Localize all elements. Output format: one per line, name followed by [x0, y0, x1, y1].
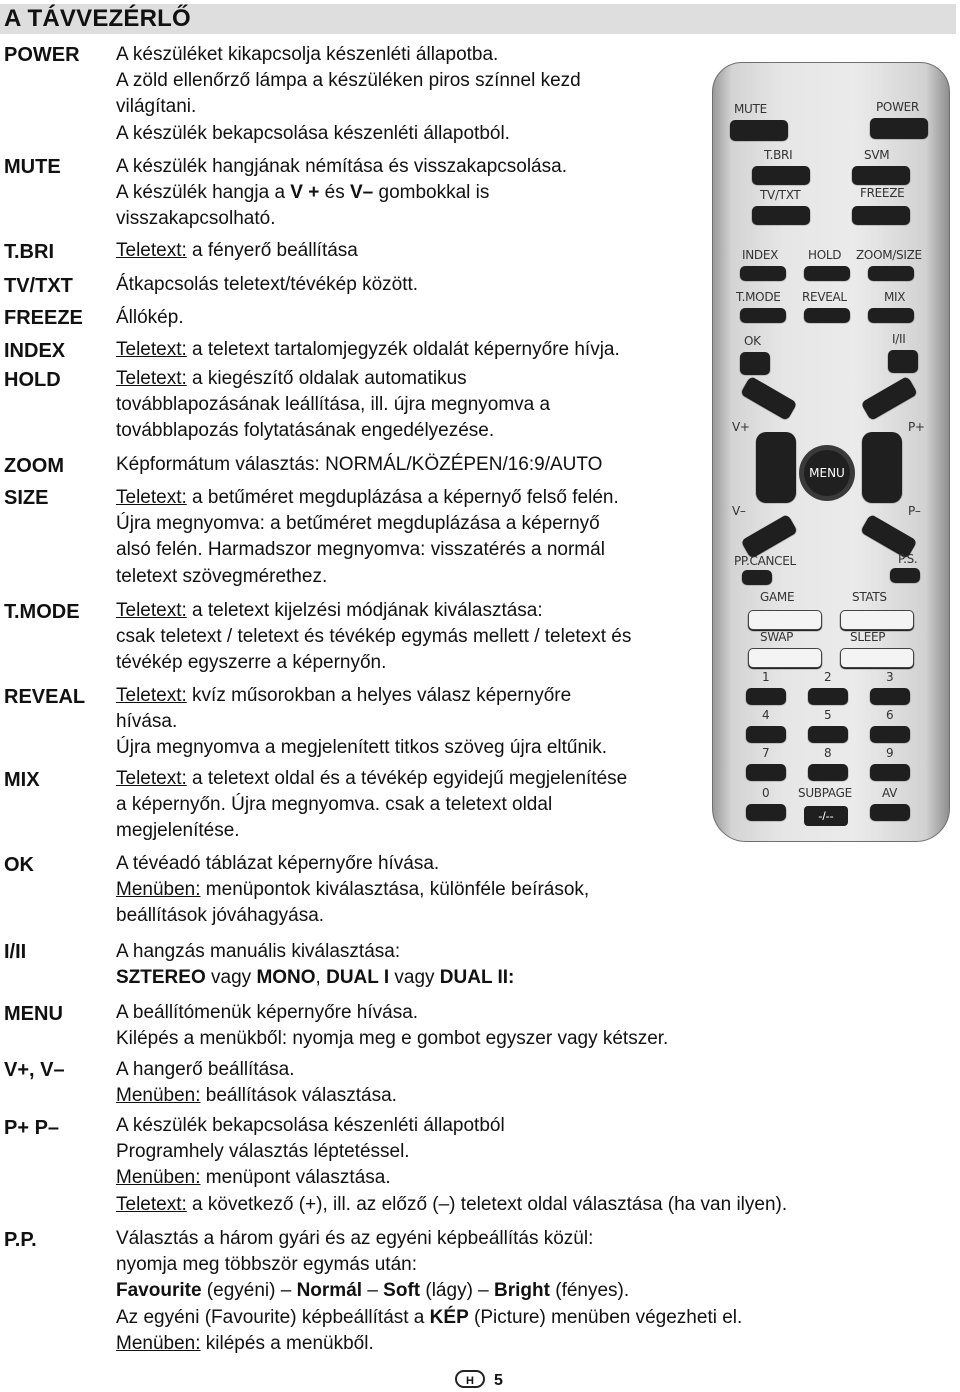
remote-label-reveal: REVEAL — [802, 290, 847, 304]
desc-line: A készüléket kikapcsolja készenléti állapotba. — [116, 44, 499, 65]
term-index: INDEX — [4, 340, 66, 362]
remote-freeze-button — [852, 206, 910, 224]
desc-line: Teletext: a teletext tartalomjegyzék oldalát képernyőre hívja. — [116, 339, 620, 360]
desc-line: hívása. — [116, 711, 178, 733]
desc-line: A készülék hangjának némítása és visszakapcsolása. — [116, 156, 567, 177]
remote-control-image — [712, 62, 950, 842]
desc-index — [116, 337, 620, 363]
desc-line: csak teletext / teletext és tévékép egymás mellett / teletext és — [116, 626, 632, 648]
remote-label-mix: MIX — [884, 290, 906, 304]
remote-digit-button — [746, 688, 786, 704]
remote-label-game: GAME — [760, 590, 795, 604]
remote-hold-button — [804, 266, 850, 280]
desc-tbri — [116, 238, 358, 264]
remote-swap-button — [748, 648, 822, 668]
desc-line: Kilépés a menükből: nyomja meg e gombot egyszer vagy kétszer. — [116, 1028, 669, 1050]
remote-menu-button: MENU — [804, 450, 850, 496]
remote-label-ps: P.S. — [898, 552, 918, 566]
desc-line: tévékép egyszerre a képernyőn. — [116, 652, 387, 674]
desc-line: Újra megnyomva a megjelenített titkos szöveg újra eltűnik. — [116, 737, 608, 759]
remote-ok-button — [740, 352, 770, 374]
desc-size — [116, 485, 619, 590]
desc-line: Újra megnyomva: a betűméret megduplázása a képernyő — [116, 513, 600, 535]
term-mix: MIX — [4, 769, 40, 791]
remote-label-d8: 8 — [824, 746, 832, 760]
desc-tmode — [116, 598, 631, 677]
remote-tvtxt-button — [752, 206, 810, 224]
remote-index-button — [740, 266, 786, 280]
remote-tbri-button — [752, 166, 810, 184]
remote-label-i-ii: I/II — [892, 332, 906, 346]
term-power: POWER — [4, 44, 80, 66]
desc-ok — [116, 851, 589, 930]
desc-power — [116, 42, 581, 147]
remote-digit-button — [870, 764, 910, 780]
remote-label-pminus: P– — [908, 504, 921, 518]
remote-av-button — [870, 804, 910, 820]
desc-line: Menüben: menüpont választása. — [116, 1167, 391, 1189]
page-title: A TÁVVEZÉRLŐ — [4, 5, 191, 32]
desc-line: A tévéadó táblázat képernyőre hívása. — [116, 853, 440, 874]
desc-line: Teletext: a kiegészítő oldalak automatikus — [116, 368, 467, 389]
remote-vplus-arm — [756, 432, 796, 502]
remote-label-d7: 7 — [762, 746, 770, 760]
remote-mix-button — [868, 308, 914, 322]
remote-plusminus-button: -/-- — [804, 806, 848, 826]
desc-line: visszakapcsolható. — [116, 208, 276, 230]
desc-line: Teletext: a teletext oldal és a tévékép egyidejű megjelenítése — [116, 768, 628, 789]
remote-label-sleep: SLEEP — [850, 630, 886, 644]
term-program: P+ P– — [4, 1117, 60, 1139]
term-ok: OK — [4, 854, 34, 876]
desc-line: Választás a három gyári és az egyéni képbeállítás közül: — [116, 1228, 594, 1249]
remote-label-ok: OK — [744, 334, 761, 348]
term-tbri: T.BRI — [4, 241, 54, 263]
term-mute: MUTE — [4, 156, 61, 178]
remote-reveal-button — [804, 308, 850, 322]
remote-label-vminus: V– — [732, 504, 746, 518]
remote-pp-button — [742, 570, 772, 584]
remote-digit-button — [746, 804, 786, 820]
page-number: 5 — [494, 1372, 503, 1389]
remote-label-d2: 2 — [824, 670, 832, 684]
remote-label-zoomsize: ZOOM/SIZE — [856, 248, 922, 262]
remote-digit-button — [808, 688, 848, 704]
desc-line: világítani. — [116, 96, 197, 118]
desc-zoom — [116, 452, 602, 478]
desc-hold — [116, 366, 550, 445]
desc-line: továbblapozás folytatásának engedélyezése. — [116, 420, 495, 442]
remote-ps-button — [890, 568, 920, 582]
term-menu: MENU — [4, 1003, 63, 1025]
remote-zoom-button — [868, 266, 914, 280]
remote-label-d3: 3 — [886, 670, 894, 684]
desc-line: Teletext: a következő (+), ill. az előző (–) teletext oldal választása (ha van ilyen). — [116, 1193, 788, 1215]
remote-digit-button — [870, 726, 910, 742]
desc-line: A készülék hangja a V + és V– gombokkal is — [116, 182, 490, 204]
desc-line: továbblapozásának leállítása, ill. újra megnyomva a — [116, 394, 551, 416]
remote-label-tbri: T.BRI — [764, 148, 793, 162]
desc-line: teletext szövegmérethez. — [116, 565, 328, 587]
remote-label-tvtxt: TV/TXT — [760, 188, 801, 202]
term-tmode: T.MODE — [4, 601, 80, 623]
desc-volume — [116, 1057, 397, 1109]
term-volume: V+, V– — [4, 1059, 65, 1081]
desc-line: A hangzás manuális kiválasztása: — [116, 941, 401, 962]
remote-power-button — [870, 118, 928, 138]
desc-menu — [116, 1000, 668, 1052]
remote-label-d9: 9 — [886, 746, 894, 760]
remote-tmode-button — [740, 308, 786, 322]
desc-line: Menüben: menüpontok kiválasztása, különféle beírások, — [116, 879, 590, 901]
remote-label-d5: 5 — [824, 708, 832, 722]
term-tvtxt: TV/TXT — [4, 275, 73, 297]
remote-label-power: POWER — [876, 100, 919, 114]
remote-digit-button — [746, 726, 786, 742]
remote-label-svm: SVM — [864, 148, 890, 162]
remote-label-d0: 0 — [762, 786, 770, 800]
remote-label-av: AV — [882, 786, 898, 800]
desc-line: Átkapcsolás teletext/tévékép között. — [116, 274, 419, 295]
term-size: SIZE — [4, 487, 49, 509]
desc-tvtxt — [116, 272, 418, 298]
desc-line: A hangerő beállítása. — [116, 1059, 295, 1080]
term-i-ii: I/II — [4, 941, 27, 963]
desc-pp — [116, 1226, 742, 1357]
remote-label-mute: MUTE — [734, 102, 767, 116]
remote-label-swap: SWAP — [760, 630, 794, 644]
desc-i-ii — [116, 939, 514, 991]
remote-label-freeze: FREEZE — [860, 186, 905, 200]
desc-line: Teletext: kvíz műsorokban a helyes válasz képernyőre — [116, 685, 572, 706]
desc-line: megjelenítése. — [116, 820, 240, 842]
remote-label-d6: 6 — [886, 708, 894, 722]
remote-stats-button — [840, 610, 914, 630]
remote-label-d4: 4 — [762, 708, 770, 722]
term-hold: HOLD — [4, 369, 61, 391]
term-zoom: ZOOM — [4, 455, 64, 477]
term-reveal: REVEAL — [4, 686, 86, 708]
remote-game-button — [748, 610, 822, 630]
term-freeze: FREEZE — [4, 307, 83, 329]
desc-mix — [116, 766, 627, 845]
remote-label-index: INDEX — [742, 248, 779, 262]
remote-digit-button — [808, 726, 848, 742]
desc-line: Az egyéni (Favourite) képbeállítást a KÉP (Picture) menüben végezheti el. — [116, 1306, 743, 1328]
remote-label-subpage: SUBPAGE — [798, 786, 852, 800]
desc-line: SZTEREO vagy MONO, DUAL I vagy DUAL II: — [116, 967, 515, 989]
desc-line: A készülék bekapcsolása készenléti állapotból — [116, 1115, 505, 1136]
desc-reveal — [116, 683, 607, 762]
remote-digit-button — [808, 764, 848, 780]
section-header-bar — [0, 4, 956, 34]
remote-label-pplus: P+ — [908, 420, 925, 434]
desc-line: beállítások jóváhagyása. — [116, 905, 325, 927]
remote-label-hold: HOLD — [808, 248, 842, 262]
remote-svm-button — [852, 166, 910, 184]
desc-line: Teletext: a fényerő beállítása — [116, 240, 358, 261]
remote-digit-button — [870, 688, 910, 704]
remote-pplus-arm — [862, 432, 902, 502]
desc-line: Menüben: beállítások választása. — [116, 1085, 397, 1107]
desc-line: Teletext: a teletext kijelzési módjának kiválasztása: — [116, 600, 543, 621]
desc-program — [116, 1113, 787, 1218]
remote-sleep-button — [840, 648, 914, 668]
desc-line: alsó felén. Harmadszor megnyomva: visszatérés a normál — [116, 539, 605, 561]
desc-line: A zöld ellenőrző lámpa a készüléken piros színnel kezd — [116, 70, 581, 92]
remote-label-pp-cancel: PP.CANCEL — [734, 554, 796, 568]
desc-freeze — [116, 305, 184, 331]
brand-logo-icon: H — [455, 1370, 485, 1388]
remote-mute-button — [730, 120, 788, 140]
desc-line: A készülék bekapcsolása készenléti állapotból. — [116, 122, 510, 144]
desc-line: Teletext: a betűméret megduplázása a képernyő felső felén. — [116, 487, 619, 508]
remote-i-ii-button — [888, 350, 918, 372]
remote-label-stats: STATS — [852, 590, 887, 604]
desc-line: nyomja meg többször egymás után: — [116, 1254, 417, 1276]
desc-line: Képformátum választás: NORMÁL/KÖZÉPEN/16:9/AUTO — [116, 454, 603, 475]
desc-line: Állókép. — [116, 307, 184, 328]
term-pp: P.P. — [4, 1229, 37, 1251]
desc-line: Menüben: kilépés a menükből. — [116, 1332, 374, 1354]
desc-mute — [116, 154, 567, 233]
remote-label-vplus: V+ — [732, 420, 750, 434]
remote-label-tmode: T.MODE — [736, 290, 781, 304]
remote-label-d1: 1 — [762, 670, 770, 684]
desc-line: A beállítómenük képernyőre hívása. — [116, 1002, 419, 1023]
desc-line: Programhely választás léptetéssel. — [116, 1141, 410, 1163]
desc-line: a képernyőn. Újra megnyomva. csak a teletext oldal — [116, 794, 553, 816]
desc-line: Favourite (egyéni) – Normál – Soft (lágy) – Bright (fényes). — [116, 1280, 630, 1302]
remote-digit-button — [746, 764, 786, 780]
